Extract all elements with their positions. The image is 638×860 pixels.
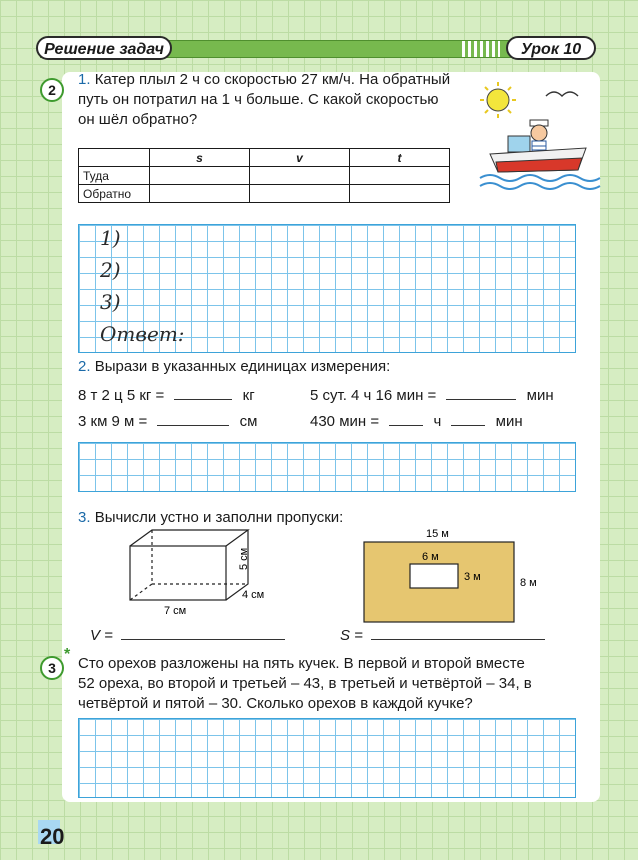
task-3-line-3: четвёртой и пятой – 30. Сколько орехов в каждой кучке? [78,695,473,712]
problem-1-line-2: путь он потратил на 1 ч больше. С какой скоростью [78,91,439,108]
problem-3-instruction: Вычисли устно и заполни пропуски: [94,509,344,526]
box-height-label: 5 см [238,547,250,570]
area-label: S = [340,627,363,644]
sun-icon [480,82,516,118]
handwriting-answer: Ответ: [100,322,185,346]
task-badge-3: 3 [40,656,64,680]
conversion-4-unit-hours: ч [433,413,442,430]
star-marker: * [64,646,71,663]
conversion-4-unit-minutes: мин [495,413,523,430]
answer-blank[interactable] [451,425,485,426]
outer-height-label: 8 м [520,577,537,589]
answer-blank[interactable] [371,639,545,640]
answer-blank[interactable] [121,639,285,640]
table-row [79,167,450,185]
problem-2-text [78,357,390,377]
answer-blank[interactable] [174,399,232,400]
conversion-4 [310,412,523,432]
problem-1-number: 1. [78,71,91,88]
table-row-label: Обратно [79,185,150,203]
rectangle-diagram [352,526,552,626]
conversion-2 [78,412,257,432]
table-header-s: s [150,149,250,167]
boat-illustration [476,78,601,190]
table-row-label: Туда [79,167,150,185]
volume-answer [90,626,285,646]
table-cell[interactable] [350,185,450,203]
conversion-2-unit: см [239,413,258,430]
conversion-3-unit: мин [526,387,554,404]
inner-height-label: 3 м [464,571,481,583]
problem-2-instruction: Вырази в указанных единицах измерения: [94,358,391,375]
solution-grid-3[interactable] [78,718,576,798]
waves [480,175,600,181]
conversion-4-expression: 430 мин = [310,413,380,430]
area-answer [340,626,545,646]
table-cell[interactable] [250,185,350,203]
table-cell[interactable] [350,167,450,185]
table-cell[interactable] [150,185,250,203]
handwriting-step-2: 2) [100,258,121,282]
volume-label: V = [90,627,113,644]
task-3-text [78,654,598,714]
lesson-title: Урок 10 [506,36,596,60]
solution-grid-2[interactable] [78,442,576,492]
page-number: 20 [40,824,65,849]
handwriting-step-1: 1) [100,226,121,250]
handwriting-step-3: 3) [100,290,121,314]
task-3-line-1: Сто орехов разложены на пять кучек. В первой и второй вместе [78,655,525,672]
task-3-line-2: 52 ореха, во второй и третьей – 43, в третьей и четвёртой – 34, в [78,675,532,692]
conversion-2-expression: 3 км 9 м = [78,413,148,430]
problem-3-text [78,508,343,528]
problem-1-line-3: он шёл обратно? [78,111,198,128]
conversion-1-unit: кг [242,387,255,404]
problem-2-number: 2. [78,358,91,375]
inner-width-label: 6 м [422,551,439,563]
conversion-1-expression: 8 т 2 ц 5 кг = [78,387,165,404]
task-badge-2: 2 [40,78,64,102]
box-width-label: 7 см [164,605,187,617]
speed-table [78,148,450,203]
table-row [79,185,450,203]
outer-width-label: 15 м [426,528,449,540]
box-depth-label: 4 см [242,589,265,601]
box-diagram [124,526,284,622]
answer-blank[interactable] [446,399,516,400]
table-cell[interactable] [250,167,350,185]
table-header-t: t [350,149,450,167]
table-cell[interactable] [150,167,250,185]
conversion-3 [310,386,554,406]
sailor-icon [530,120,548,155]
table-header-row [79,149,450,167]
header-stripes [462,41,500,57]
seagull-icon [546,92,578,96]
table-header-v: v [250,149,350,167]
problem-3-number: 3. [78,509,91,526]
answer-blank[interactable] [389,425,423,426]
conversion-1 [78,386,255,406]
section-title: Решение задач [36,36,172,60]
conversion-3-expression: 5 сут. 4 ч 16 мин = [310,387,437,404]
answer-blank[interactable] [157,425,229,426]
problem-1-line-1: Катер плыл 2 ч со скоростью 27 км/ч. На обратный [94,71,451,88]
table-header-empty [79,149,150,167]
problem-1-text [78,70,450,130]
